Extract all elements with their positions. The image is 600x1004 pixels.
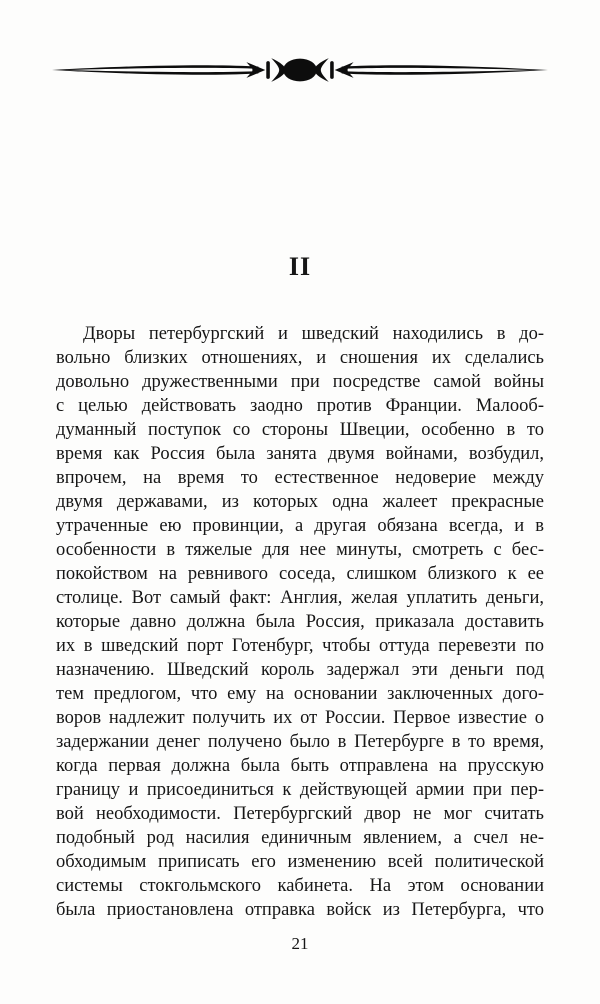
body-line: воров надлежит получить их от России. Первое известие о <box>56 708 544 728</box>
body-line: с целью действовать заодно против Франции. Малооб- <box>56 396 544 416</box>
body-line: довольно дружественными при посредстве самой войны <box>56 372 544 392</box>
fleuron-rule-divider-icon <box>52 54 548 86</box>
body-line: вой необходимости. Петербургский двор не мог считать <box>56 804 544 824</box>
body-line: их в шведский порт Готенбург, чтобы оттуда перевезти по <box>56 636 544 656</box>
body-line: была приостановлена отправка войск из Петербурга, что <box>56 900 544 920</box>
body-line: думанный поступок со стороны Швеции, особенно в то <box>56 420 544 440</box>
body-line: обходимым приписать его изменению всей политической <box>56 852 544 872</box>
body-line: задержании денег получено было в Петербурге в то время, <box>56 732 544 752</box>
body-line: тем предлогом, что ему на основании заключенных дого- <box>56 684 544 704</box>
body-line: системы стокгольмского кабинета. На этом основании <box>56 876 544 896</box>
body-line: когда первая должна была быть отправлена на прусскую <box>56 756 544 776</box>
chapter-heading: II <box>288 252 312 281</box>
page-number: 21 <box>291 934 309 953</box>
body-line: назначению. Шведский король задержал эти деньги под <box>56 660 544 680</box>
body-line: которые давно должна была Россия, приказала доставить <box>56 612 544 632</box>
body-paragraph <box>56 322 544 922</box>
body-line: Дворы петербургский и шведский находились в до- <box>83 324 544 344</box>
body-line: впрочем, на время то естественное недоверие между <box>56 468 544 488</box>
body-line: утраченные ею провинции, а другая обязана всегда, и в <box>56 516 544 536</box>
body-line: вольно близких отношениях, и сношения их сделались <box>56 348 544 368</box>
body-line: подобный род насилия единичным явлением, а счел не- <box>56 828 544 848</box>
body-line: границу и присоединиться к действующей армии при пер- <box>56 780 544 800</box>
body-line: покойством на ревнивого соседа, слишком близкого к ее <box>56 564 544 584</box>
body-line: особенности в тяжелые для нее минуты, смотреть с бес- <box>56 540 544 560</box>
body-line: время как Россия была занята двумя войнами, возбудил, <box>56 444 544 464</box>
body-line: столице. Вот самый факт: Англия, желая уплатить деньги, <box>56 588 544 608</box>
body-line: двумя державами, из которых одна жалеет прекрасные <box>56 492 544 512</box>
